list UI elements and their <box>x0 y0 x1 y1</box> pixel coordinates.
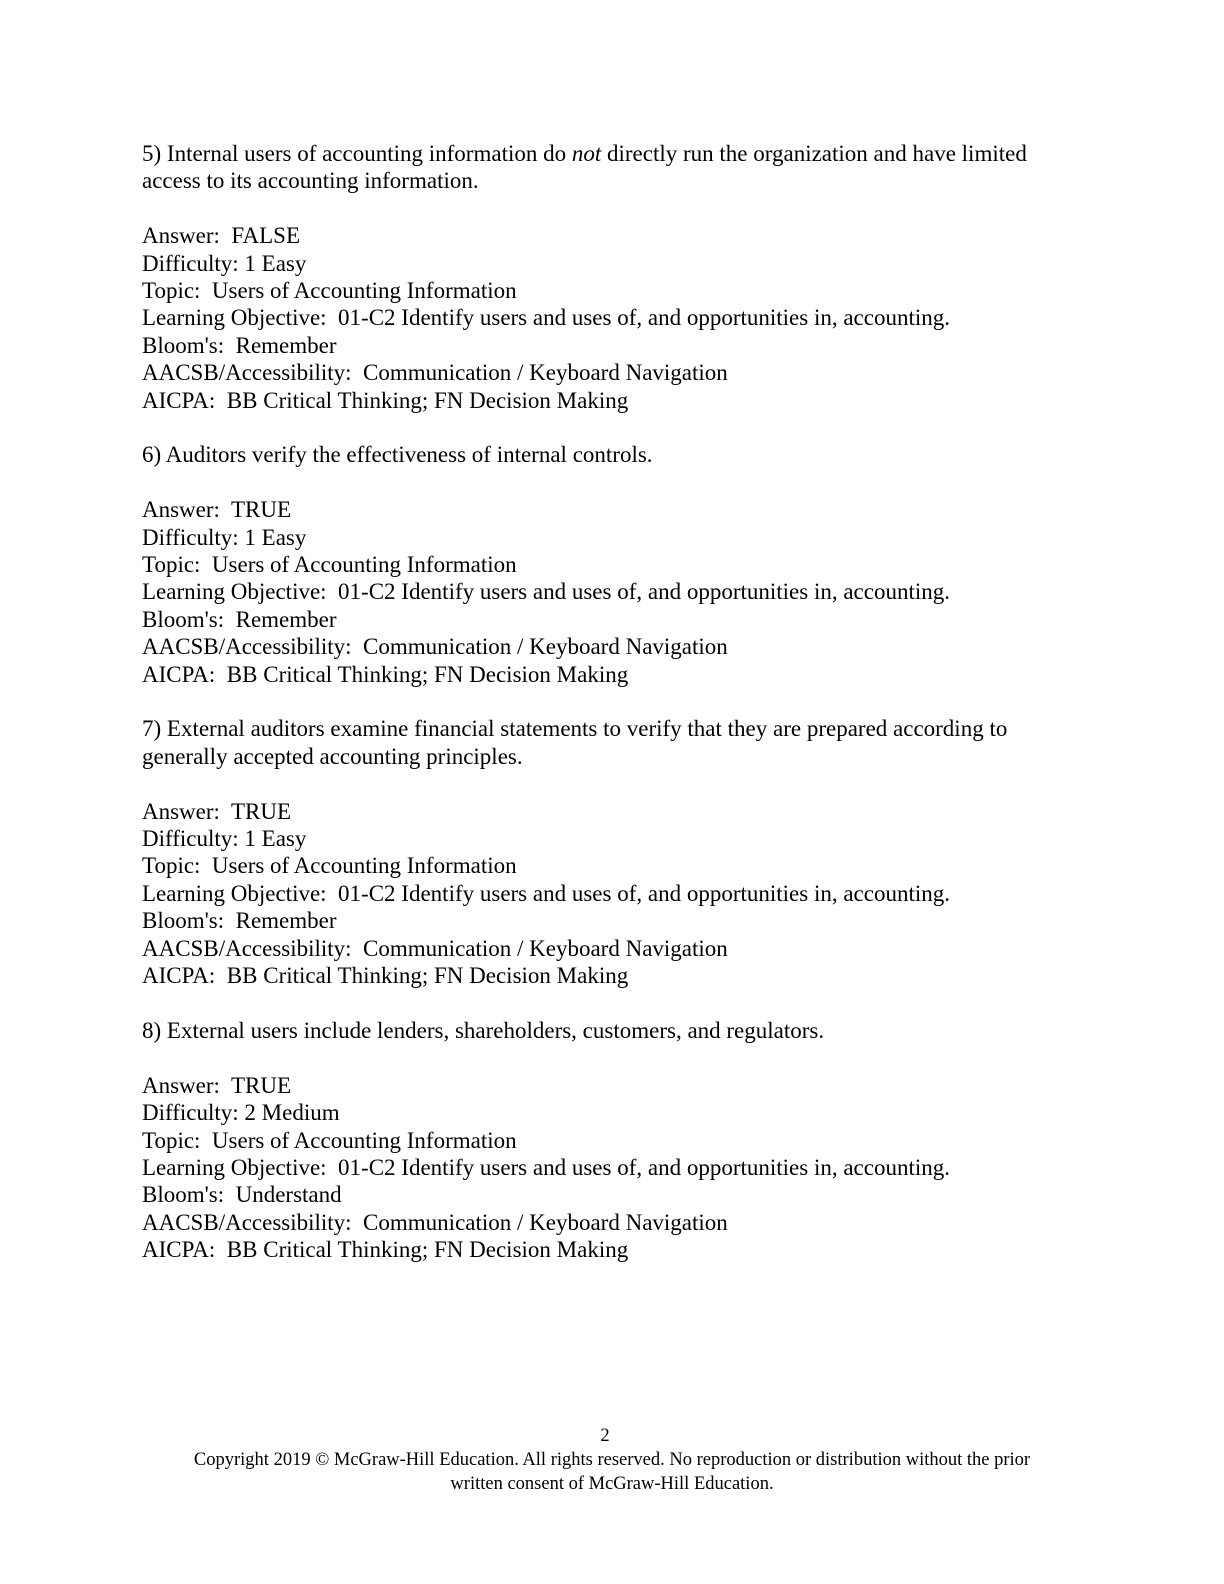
copyright-line-2: written consent of McGraw-Hill Education. <box>450 1474 774 1494</box>
question-6-prompt: 6) Auditors verify the effectiveness of internal controls. <box>142 442 653 468</box>
blooms-line: Bloom's: Remember <box>142 332 337 358</box>
aacsb-line: AACSB/Accessibility: Communication / Keyboard Navigation <box>142 634 728 660</box>
aicpa-line: AICPA: BB Critical Thinking; FN Decision Making <box>142 661 629 687</box>
answer-line: Answer: TRUE <box>142 497 292 523</box>
topic-line: Topic: Users of Accounting Information <box>142 552 517 578</box>
learning-objective-line: Learning Objective: 01-C2 Identify users and uses of, and opportunities in, accounting. <box>142 1154 950 1180</box>
blooms-line: Bloom's: Understand <box>142 1182 342 1208</box>
question-8-metadata <box>142 1072 1082 1264</box>
question-5-prompt-start: 5) Internal users of accounting information do <box>142 141 572 166</box>
question-list <box>142 140 1082 1291</box>
difficulty-line: Difficulty: 1 Easy <box>142 826 307 852</box>
question-7 <box>142 715 1082 989</box>
answer-line: Answer: TRUE <box>142 1072 292 1098</box>
question-5-prompt-emphasis: not <box>571 141 602 166</box>
learning-objective-line: Learning Objective: 01-C2 Identify users and uses of, and opportunities in, accounting. <box>142 880 950 906</box>
aicpa-line: AICPA: BB Critical Thinking; FN Decision Making <box>142 1237 629 1263</box>
answer-line: Answer: TRUE <box>142 798 292 824</box>
topic-line: Topic: Users of Accounting Information <box>142 278 517 304</box>
page-footer <box>0 1424 1224 1496</box>
topic-line: Topic: Users of Accounting Information <box>142 1127 517 1153</box>
question-6-metadata <box>142 496 1082 688</box>
question-8-prompt: 8) External users include lenders, shareholders, customers, and regulators. <box>142 1017 825 1043</box>
aacsb-line: AACSB/Accessibility: Communication / Keyboard Navigation <box>142 1209 728 1235</box>
aicpa-line: AICPA: BB Critical Thinking; FN Decision Making <box>142 387 629 413</box>
difficulty-line: Difficulty: 2 Medium <box>142 1100 340 1126</box>
learning-objective-line: Learning Objective: 01-C2 Identify users and uses of, and opportunities in, accounting. <box>142 579 950 605</box>
blooms-line: Bloom's: Remember <box>142 606 337 632</box>
question-7-metadata <box>142 798 1082 990</box>
question-5-prompt-end: directly run the organization and have limited access to its accounting information. <box>142 141 1027 194</box>
answer-line: Answer: FALSE <box>142 223 301 249</box>
learning-objective-line: Learning Objective: 01-C2 Identify users and uses of, and opportunities in, accounting. <box>142 305 950 331</box>
aacsb-line: AACSB/Accessibility: Communication / Keyboard Navigation <box>142 360 728 386</box>
question-8 <box>142 1017 1082 1264</box>
question-6 <box>142 441 1082 688</box>
page-number: 2 <box>600 1426 610 1446</box>
difficulty-line: Difficulty: 1 Easy <box>142 250 307 276</box>
question-7-prompt: 7) External auditors examine financial statements to verify that they are prepared according to generally accepted accounting principles. <box>142 716 1008 769</box>
question-5-metadata <box>142 222 1082 414</box>
blooms-line: Bloom's: Remember <box>142 908 337 934</box>
aacsb-line: AACSB/Accessibility: Communication / Keyboard Navigation <box>142 935 728 961</box>
question-5 <box>142 140 1082 414</box>
aicpa-line: AICPA: BB Critical Thinking; FN Decision Making <box>142 963 629 989</box>
copyright-line-1: Copyright 2019 © McGraw-Hill Education. All rights reserved. No reproduction or distribution without the prior <box>193 1450 1031 1470</box>
difficulty-line: Difficulty: 1 Easy <box>142 524 307 550</box>
question-5-prompt <box>142 140 1082 195</box>
topic-line: Topic: Users of Accounting Information <box>142 853 517 879</box>
